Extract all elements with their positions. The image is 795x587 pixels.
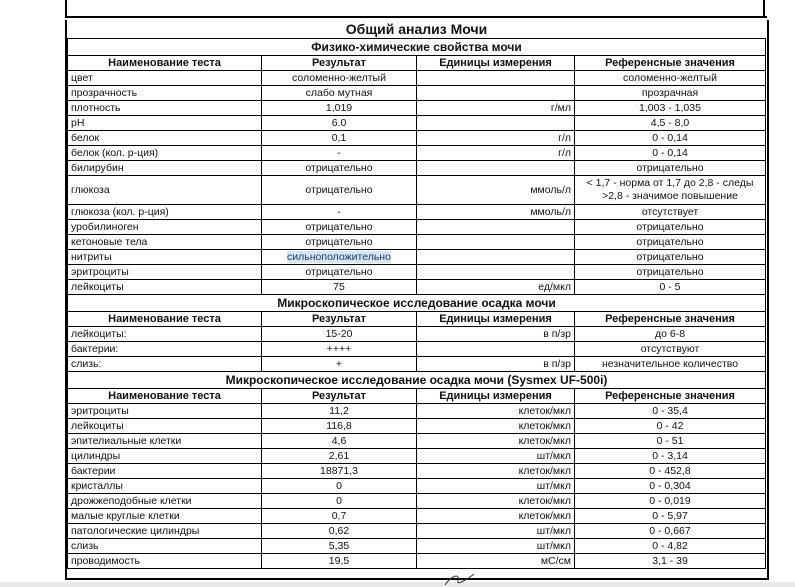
section-title: Микроскопическое исследование осадка мочи (Sysmex UF-500i) — [68, 372, 766, 389]
test-name-cell: глюкоза (кол. р-ция) — [68, 205, 262, 220]
result-value: + — [335, 358, 343, 370]
unit-cell: ммоль/л — [417, 205, 575, 220]
test-name-cell: белок (кол. р-ция) — [68, 146, 262, 161]
reference-cell: 0 - 5 — [575, 280, 766, 295]
result-value: отрицательно — [305, 266, 373, 278]
result-value: 18871,3 — [320, 465, 358, 477]
section-title: Микроскопическое исследование осадка мочи — [68, 295, 766, 312]
test-name-cell: уробилиноген — [68, 220, 262, 235]
unit-cell — [417, 265, 575, 280]
unit-cell: ед/мкл — [417, 280, 575, 295]
reference-cell: 0 - 51 — [575, 434, 766, 449]
reference-cell: 0 - 5,97 — [575, 509, 766, 524]
reference-cell: 0 - 452,8 — [575, 464, 766, 479]
reference-cell: 0 - 3,14 — [575, 449, 766, 464]
test-name-cell: бактерии — [68, 464, 262, 479]
test-name-cell: бактерии: — [68, 342, 262, 357]
result-value: - — [337, 147, 341, 159]
test-name-cell: билирубин — [68, 161, 262, 176]
table-row — [68, 404, 766, 419]
result-cell — [262, 357, 417, 372]
result-value: 4,6 — [331, 435, 347, 447]
reference-cell: < 1,7 - норма от 1,7 до 2,8 - следы >2,8 - значимое повышение — [575, 176, 766, 205]
header-reference: Референсные значения — [575, 312, 766, 327]
table-row — [68, 524, 766, 539]
header-test-name: Наименование теста — [68, 389, 262, 404]
unit-cell: г/мл — [417, 101, 575, 116]
result-value: 15-20 — [325, 328, 353, 340]
result-cell — [262, 494, 417, 509]
table-row — [68, 265, 766, 280]
signature-mark — [440, 571, 520, 587]
result-value: 0,62 — [328, 525, 350, 537]
test-name-cell: цилиндры — [68, 449, 262, 464]
reference-cell: 3,1 - 39 — [575, 554, 766, 569]
unit-cell: мС/см — [417, 554, 575, 569]
reference-cell: соломенно-желтый — [575, 71, 766, 86]
unit-cell: г/л — [417, 131, 575, 146]
test-name-cell: лейкоциты — [68, 280, 262, 295]
reference-cell: 0 - 0,14 — [575, 146, 766, 161]
reference-cell: 1,003 - 1,035 — [575, 101, 766, 116]
test-name-cell: прозрачность — [68, 86, 262, 101]
result-value: отрицательно — [305, 183, 373, 196]
unit-cell: шт/мкл — [417, 479, 575, 494]
result-value: 11,2 — [329, 405, 349, 417]
table-row — [68, 250, 766, 265]
result-cell — [262, 265, 417, 280]
result-cell — [262, 509, 417, 524]
table-row — [68, 205, 766, 220]
table-row — [68, 357, 766, 372]
column-header-row — [68, 56, 766, 71]
result-value: слабо мутная — [305, 87, 373, 99]
section-title: Физико-химические свойства мочи — [68, 39, 766, 56]
result-cell — [262, 539, 417, 554]
bottom-rule — [65, 578, 767, 580]
result-value: 6.0 — [331, 117, 347, 129]
result-value: 0 — [336, 495, 342, 507]
table-row — [68, 280, 766, 295]
result-value: 0,7 — [331, 510, 347, 522]
header-result: Результат — [262, 389, 417, 404]
table-row — [68, 116, 766, 131]
table-row — [68, 131, 766, 146]
test-name-cell: плотность — [68, 101, 262, 116]
reference-cell: до 6-8 — [575, 327, 766, 342]
table-row — [68, 554, 766, 569]
test-name-cell: лейкоциты: — [68, 327, 262, 342]
unit-cell: клеток/мкл — [417, 419, 575, 434]
reference-cell: отрицательно — [575, 161, 766, 176]
result-cell — [262, 71, 417, 86]
unit-cell: ммоль/л — [417, 176, 575, 205]
document-title: Общий анализ Мочи — [68, 20, 766, 39]
header-reference: Референсные значения — [575, 56, 766, 71]
result-cell — [262, 449, 417, 464]
unit-cell — [417, 220, 575, 235]
unit-cell — [417, 250, 575, 265]
table-row — [68, 146, 766, 161]
unit-cell: клеток/мкл — [417, 509, 575, 524]
result-cell — [262, 524, 417, 539]
reference-cell: незначительное количество — [575, 357, 766, 372]
test-name-cell: проводимость — [68, 554, 262, 569]
result-cell — [262, 86, 417, 101]
result-value: отрицательно — [305, 162, 373, 174]
frame-right-top — [763, 0, 765, 16]
result-cell — [262, 131, 417, 146]
result-cell — [262, 419, 417, 434]
header-test-name: Наименование теста — [68, 312, 262, 327]
result-value: 116,8 — [326, 420, 352, 432]
table-row — [68, 464, 766, 479]
reference-cell: отсутствуют — [575, 342, 766, 357]
reference-cell: отсутствует — [575, 205, 766, 220]
reference-cell: 0 - 0,667 — [575, 524, 766, 539]
result-cell — [262, 116, 417, 131]
test-name-cell: нитриты — [68, 250, 262, 265]
result-cell — [262, 146, 417, 161]
result-value: 19,5 — [328, 555, 350, 567]
result-cell — [262, 220, 417, 235]
unit-cell: в п/зр — [417, 327, 575, 342]
test-name-cell: pH — [68, 116, 262, 131]
table-row — [68, 539, 766, 554]
reference-cell: отрицательно — [575, 250, 766, 265]
title-row — [68, 20, 766, 39]
unit-cell — [417, 86, 575, 101]
reference-cell: отрицательно — [575, 265, 766, 280]
result-value: соломенно-желтый — [292, 72, 386, 84]
result-cell — [262, 280, 417, 295]
section-title-row — [68, 295, 766, 312]
header-reference: Референсные значения — [575, 389, 766, 404]
result-cell — [262, 250, 417, 265]
header-unit: Единицы измерения — [417, 389, 575, 404]
column-header-row — [68, 312, 766, 327]
table-row — [68, 220, 766, 235]
header-unit: Единицы измерения — [417, 56, 575, 71]
urinalysis-table — [67, 20, 766, 569]
table-row — [68, 101, 766, 116]
result-value: ++++ — [326, 343, 352, 355]
unit-cell: клеток/мкл — [417, 434, 575, 449]
result-value: отрицательно — [305, 221, 373, 233]
result-value: 0 — [336, 480, 342, 492]
reference-cell: 0 - 0,019 — [575, 494, 766, 509]
header-unit: Единицы измерения — [417, 312, 575, 327]
table-row — [68, 479, 766, 494]
unit-cell: клеток/мкл — [417, 464, 575, 479]
unit-cell: г/л — [417, 146, 575, 161]
top-rule — [65, 16, 767, 18]
result-cell — [262, 479, 417, 494]
result-value: 2,61 — [328, 450, 350, 462]
header-test-name: Наименование теста — [68, 56, 262, 71]
header-result: Результат — [262, 312, 417, 327]
reference-cell: отрицательно — [575, 220, 766, 235]
result-value: 75 — [333, 281, 345, 293]
frame-left-top — [65, 0, 67, 16]
result-cell — [262, 464, 417, 479]
unit-cell: шт/мкл — [417, 524, 575, 539]
table-row — [68, 161, 766, 176]
reference-cell: отрицательно — [575, 235, 766, 250]
unit-cell: шт/мкл — [417, 449, 575, 464]
table-row — [68, 494, 766, 509]
test-name-cell: эритроциты — [68, 404, 262, 419]
header-result: Результат — [262, 56, 417, 71]
test-name-cell: эпителиальные клетки — [68, 434, 262, 449]
result-cell — [262, 176, 417, 205]
table-row — [68, 86, 766, 101]
section-title-row — [68, 39, 766, 56]
unit-cell: шт/мкл — [417, 539, 575, 554]
table-row — [68, 419, 766, 434]
reference-cell: 0 - 4,82 — [575, 539, 766, 554]
test-name-cell: малые круглые клетки — [68, 509, 262, 524]
test-name-cell: патологические цилиндры — [68, 524, 262, 539]
result-value: сильноположительно — [287, 251, 391, 263]
table-row — [68, 449, 766, 464]
result-cell — [262, 205, 417, 220]
test-name-cell: дрожжеподобные клетки — [68, 494, 262, 509]
table-row — [68, 342, 766, 357]
result-value: 5,35 — [328, 540, 350, 552]
unit-cell: клеток/мкл — [417, 494, 575, 509]
reference-cell: 0 - 0,304 — [575, 479, 766, 494]
result-cell — [262, 101, 417, 116]
test-name-cell: эритроциты — [68, 265, 262, 280]
result-value: 1,019 — [325, 102, 353, 114]
unit-cell: клеток/мкл — [417, 404, 575, 419]
column-header-row — [68, 389, 766, 404]
unit-cell: в п/зр — [417, 357, 575, 372]
result-cell — [262, 235, 417, 250]
test-name-cell: кетоновые тела — [68, 235, 262, 250]
test-name-cell: цвет — [68, 71, 262, 86]
result-cell — [262, 434, 417, 449]
test-name-cell: белок — [68, 131, 262, 146]
reference-cell: 0 - 35,4 — [575, 404, 766, 419]
table-row — [68, 71, 766, 86]
reference-cell: 0 - 42 — [575, 419, 766, 434]
result-value: отрицательно — [305, 236, 373, 248]
test-name-cell: слизь — [68, 539, 262, 554]
result-cell — [262, 404, 417, 419]
unit-cell — [417, 71, 575, 86]
test-name-cell: кристаллы — [68, 479, 262, 494]
table-row — [68, 327, 766, 342]
result-cell — [262, 327, 417, 342]
result-cell — [262, 161, 417, 176]
unit-cell — [417, 116, 575, 131]
result-value: - — [337, 206, 341, 218]
reference-cell: 0 - 0,14 — [575, 131, 766, 146]
result-value: 0,1 — [331, 132, 347, 144]
result-cell — [262, 342, 417, 357]
table-row — [68, 235, 766, 250]
table-row — [68, 434, 766, 449]
section-title-row — [68, 372, 766, 389]
unit-cell — [417, 342, 575, 357]
test-name-cell: слизь: — [68, 357, 262, 372]
table-row — [68, 509, 766, 524]
page-bottom-edge — [0, 582, 795, 587]
unit-cell — [417, 235, 575, 250]
result-cell — [262, 554, 417, 569]
unit-cell — [417, 161, 575, 176]
reference-cell: прозрачная — [575, 86, 766, 101]
test-name-cell: лейкоциты — [68, 419, 262, 434]
reference-cell: 4,5 - 8,0 — [575, 116, 766, 131]
test-name-cell: глюкоза — [68, 176, 262, 205]
table-row — [68, 176, 766, 205]
